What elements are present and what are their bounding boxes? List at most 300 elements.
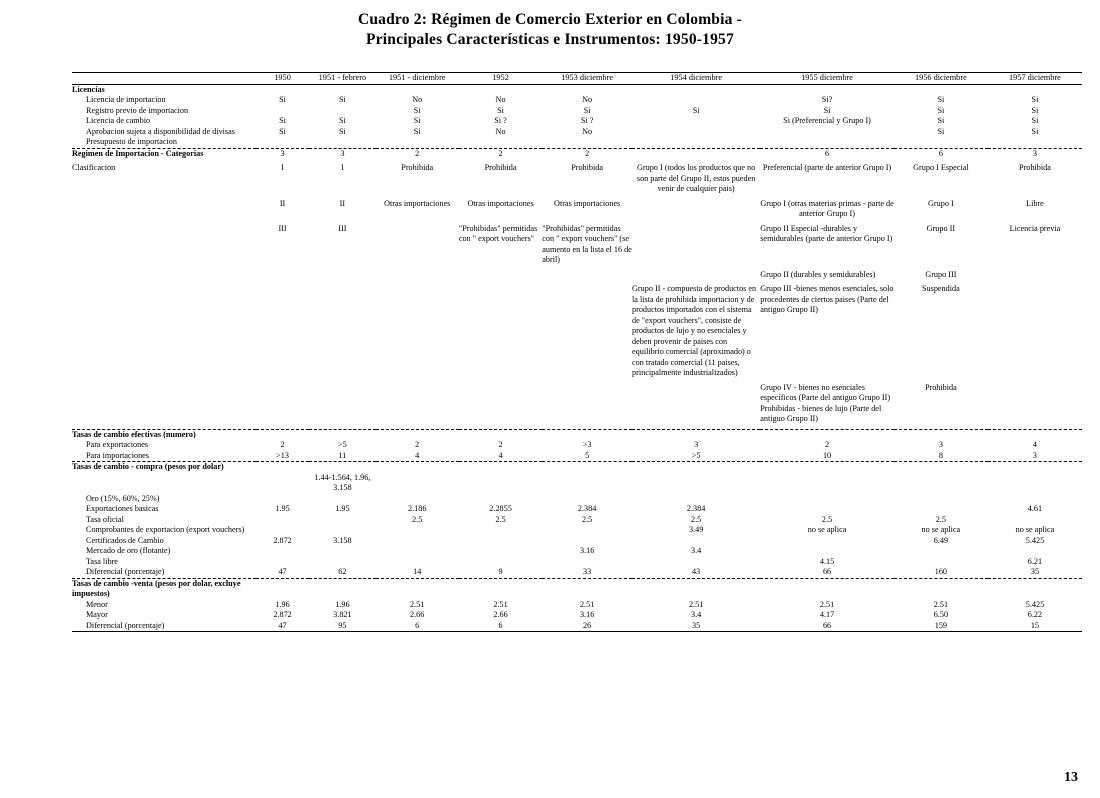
cell: Prohibidas - bienes de lujo (Parte del antiguo Grupo II) (760, 403, 882, 423)
cell: 1.44-1.564, 1.96, 3.158 (314, 472, 371, 492)
cell: no se aplica (807, 525, 847, 534)
section-header-tasas-efectivas (72, 430, 1082, 441)
cell: Otras importaciones (467, 198, 534, 208)
cell (760, 546, 894, 557)
row-label: Para importaciones (86, 450, 149, 460)
cell: 11 (338, 450, 347, 460)
cell: 2.2855 (489, 504, 512, 513)
cell: II (339, 198, 346, 208)
cell: Grupo II Especial -durables y semidurables (parte de anterior Grupo I) (760, 223, 893, 243)
cell (632, 224, 760, 266)
cell: Si (279, 126, 286, 136)
cell: 2.51 (410, 599, 425, 609)
row-label: Mercado de oro (flotante) (86, 546, 171, 555)
col-header-1952: 1952 (492, 73, 509, 82)
cell: Grupo II (durables y semidurables) (760, 269, 876, 279)
cell: 3 (1032, 450, 1037, 460)
cell: 4.61 (1027, 504, 1043, 513)
cell (376, 494, 459, 505)
cell: Si? (821, 95, 833, 104)
cell (309, 515, 375, 526)
cell: Si (1031, 95, 1039, 104)
table-row (72, 536, 1082, 547)
cell: 4 (498, 450, 503, 460)
cell: 47 (278, 567, 287, 576)
cell: Grupo III (925, 269, 957, 279)
col-header-1954: 1954 diciembre (670, 73, 723, 82)
cell: 2.872 (273, 610, 292, 619)
cell (256, 494, 309, 505)
table-row (72, 567, 1082, 578)
cell: 4 (1032, 440, 1037, 449)
cell (542, 494, 632, 505)
section-header-tasas-compra (72, 462, 1082, 473)
cell (988, 270, 1082, 281)
cell (309, 106, 375, 117)
cell (632, 116, 760, 127)
table-row (72, 224, 1082, 266)
row-label (72, 224, 256, 266)
cell: 2.5 (935, 514, 946, 524)
cell: Si (823, 105, 831, 115)
cell: 2.5 (495, 514, 506, 524)
cell (459, 383, 542, 404)
cell (894, 557, 988, 568)
cell (376, 284, 459, 379)
cell (632, 557, 760, 568)
row-label: Registro previo de importacion (86, 105, 189, 115)
page-title (0, 0, 1100, 50)
cell (542, 404, 632, 425)
cell (256, 515, 309, 526)
cell: 2 (825, 440, 830, 449)
cell (894, 494, 988, 505)
cell: 5.425 (1025, 599, 1045, 609)
cell: 2.5 (582, 514, 593, 524)
cell (309, 557, 375, 568)
cell: Grupo II (926, 223, 956, 233)
cell: Si (413, 105, 421, 115)
cell (309, 546, 375, 557)
cell: 3.4 (691, 546, 702, 555)
cell: no se aplica (1015, 525, 1055, 534)
cell: Grupo I (otras materias primas - parte de anterior Grupo I) (760, 198, 894, 218)
cell: 9 (498, 567, 503, 576)
cell: Si (937, 95, 945, 104)
cell (632, 473, 760, 494)
cell: >5 (338, 440, 347, 449)
cell (256, 525, 309, 536)
cell: 26 (583, 620, 592, 630)
cell (894, 404, 988, 425)
cell: 2 (415, 148, 420, 158)
cell: Si (937, 126, 945, 136)
title-line-2: Principales Características e Instrumentos: 1950-1957 (366, 31, 734, 48)
cell (988, 383, 1082, 404)
cell: Prohibida (1019, 163, 1051, 172)
cell (309, 383, 375, 404)
table-row (72, 404, 1082, 425)
cell (376, 525, 459, 536)
cell: Grupo IV - bienes no esenciales específicos (Parte del antiguo Grupo II) (760, 382, 891, 402)
cell: Libre (1026, 198, 1044, 208)
cell: 35 (1030, 567, 1040, 576)
row-label (72, 284, 256, 379)
cell: Otras importaciones (384, 198, 451, 208)
row-label: Oro (15%, 60%, 25%) (86, 493, 160, 503)
table-row (72, 116, 1082, 127)
cell: 1.95 (335, 504, 350, 513)
cell: Si (279, 116, 286, 125)
row-label: Certificados de Cambio (86, 535, 164, 545)
row-label: Tasa oficial (86, 514, 124, 524)
cell (542, 525, 632, 536)
table-row (72, 621, 1082, 632)
row-label: Menor (86, 599, 108, 609)
cell: 3.16 (579, 546, 595, 555)
table-row (72, 451, 1082, 462)
section-header-regimen (72, 149, 1082, 160)
cell (459, 473, 542, 494)
cell: "Prohibidas" permitidas con " export vouchers" (se aumento en la lista el 16 de abril) (542, 223, 632, 264)
section-title: Tasas de cambio efectivas (numero) (72, 429, 196, 439)
row-label: Exportaciones basicas (86, 504, 159, 513)
cell: 66 (822, 567, 832, 576)
row-label: Para exportaciones (86, 440, 149, 449)
cell: 2 (498, 148, 503, 158)
cell: Si (413, 116, 421, 125)
cell (760, 494, 894, 505)
cell: 62 (338, 567, 347, 576)
section-title: Tasas de cambio - compra (pesos por dolar) (72, 462, 224, 471)
cell: Si ? (494, 116, 507, 125)
cell: 2 (585, 148, 590, 158)
cell: 3.49 (688, 525, 704, 534)
table-row (72, 284, 1082, 379)
cell: Si (1031, 105, 1039, 115)
cell: 10 (822, 450, 832, 460)
table-row (72, 600, 1082, 611)
table-row (72, 127, 1082, 138)
cell: 2 (498, 440, 503, 449)
cell (542, 557, 632, 568)
cell (632, 127, 760, 138)
col-header-1955: 1955 diciembre (801, 73, 853, 82)
section-title: Tasas de cambio -venta (pesos por dolar, excluye impuestos) (72, 578, 241, 598)
cell (988, 515, 1082, 526)
cell: 1.96 (275, 599, 290, 609)
cell: Prohibida (484, 163, 517, 172)
page-number: 13 (1064, 770, 1078, 785)
cell: 8 (938, 450, 943, 460)
cell: Preferencial (parte de anterior Grupo I) (762, 163, 892, 172)
cell: Prohibida (571, 163, 604, 172)
row-label: Comprobantes de exportacion (export vouchers) (86, 525, 245, 534)
section-header-tasas-venta (72, 579, 1082, 600)
cell (459, 525, 542, 536)
cell: 6.49 (933, 535, 949, 545)
cell: III (278, 223, 287, 233)
section-header-licencias (72, 85, 1082, 96)
data-table (72, 72, 1082, 632)
cell: 6.22 (1027, 610, 1043, 619)
cell: Si (338, 95, 346, 104)
cell: 2.5 (821, 514, 833, 524)
cell (256, 473, 309, 494)
cell: Prohibida (924, 382, 957, 392)
table-row (72, 163, 1082, 195)
table-row (72, 557, 1082, 568)
cell (632, 199, 760, 220)
col-header-1951-dic: 1951 - diciembre (388, 73, 446, 82)
cell (309, 525, 375, 536)
cell: Si (497, 105, 504, 115)
cell (376, 546, 459, 557)
cell: Si (937, 116, 945, 125)
cell: Grupo I Especial (913, 163, 969, 172)
cell: 3 (694, 440, 699, 449)
cell (376, 536, 459, 547)
cell: 2.51 (493, 599, 508, 609)
cell (894, 546, 988, 557)
cell: Si (583, 105, 591, 115)
cell (894, 473, 988, 494)
cell (309, 270, 375, 281)
cell: 6 (498, 620, 503, 630)
cell: 6 (825, 148, 830, 158)
cell: 2.51 (688, 599, 704, 609)
cell (542, 536, 632, 547)
cell: 33 (583, 567, 592, 576)
cell: 1.95 (275, 504, 290, 513)
cell: 6.50 (933, 610, 949, 619)
cell (376, 270, 459, 281)
cell (459, 546, 542, 557)
cell (988, 546, 1082, 557)
cell (988, 404, 1082, 425)
cell (256, 284, 309, 379)
section-title: Licencias (72, 84, 105, 94)
cell: No (582, 126, 593, 136)
cell (309, 404, 375, 425)
cell: >13 (276, 450, 289, 460)
col-header-1953: 1953 diciembre (561, 73, 614, 82)
cell: 66 (822, 620, 832, 630)
cell (256, 106, 309, 117)
cell (760, 536, 894, 547)
cell: Si (692, 105, 700, 115)
table-row (72, 95, 1082, 106)
cell: 3.4 (691, 610, 702, 619)
cell (459, 270, 542, 281)
cell (376, 383, 459, 404)
cell (542, 473, 632, 494)
cell (632, 149, 760, 160)
col-header-0 (72, 73, 256, 84)
cell: 3 (938, 440, 943, 449)
cell: 2.66 (493, 610, 508, 619)
cell: I (281, 163, 284, 172)
cell (988, 494, 1082, 505)
cell: I (341, 163, 344, 172)
cell: Si (413, 126, 421, 136)
table-row (72, 610, 1082, 621)
cell: 35 (692, 620, 701, 630)
row-label: Licencia de importacion (86, 95, 166, 104)
cell (988, 473, 1082, 494)
cell (632, 270, 760, 281)
row-label: Diferencial (porcentaje) (86, 567, 165, 576)
cell (459, 494, 542, 505)
cell: 2.51 (933, 599, 949, 609)
cell: No (412, 95, 423, 104)
cell: 3 (1032, 148, 1037, 158)
table-row (72, 270, 1082, 281)
row-label (72, 473, 256, 494)
cell: 2 (415, 440, 420, 449)
cell: 4 (415, 450, 420, 460)
cell (542, 270, 632, 281)
cell: 6 (415, 620, 420, 630)
cell (376, 473, 459, 494)
cell: "Prohibidas" permitidas con " export vouchers" (458, 223, 538, 243)
cell (459, 404, 542, 425)
cell (632, 383, 760, 404)
cell: 5.425 (1025, 535, 1045, 545)
cell (632, 404, 760, 425)
cell (760, 504, 894, 515)
cell (459, 557, 542, 568)
cell (632, 494, 760, 505)
cell: Suspendida (921, 284, 960, 293)
cell: 95 (338, 620, 347, 630)
cell: 2.66 (410, 610, 425, 619)
cell (309, 494, 375, 505)
cell: 6.21 (1027, 556, 1043, 566)
cell: 2.384 (686, 504, 706, 513)
cell (256, 383, 309, 404)
cell: 2 (280, 440, 285, 449)
cell: 2.5 (412, 514, 423, 524)
cell (459, 536, 542, 547)
cell: Si (338, 126, 346, 136)
cell: Si ? (580, 116, 594, 125)
cell: 4.15 (819, 556, 835, 566)
cell (894, 504, 988, 515)
cell (256, 557, 309, 568)
cell: 15 (1030, 620, 1040, 630)
cell: Grupo I (928, 198, 954, 208)
row-label (72, 404, 256, 425)
cell: >5 (691, 450, 701, 460)
col-header-1957: 1957 diciembre (1009, 73, 1061, 82)
cell (542, 284, 632, 379)
cell: 5 (585, 450, 590, 460)
cell: 2.384 (577, 504, 597, 513)
cell: No (582, 95, 593, 104)
cell: Licencia previa (1009, 223, 1061, 233)
cell: Grupo III -bienes menos esenciales, solo procedentes de ciertos paises (Parte del antiguo Grupo II) (760, 284, 894, 314)
cell (256, 270, 309, 281)
col-header-1951-feb: 1951 - febrero (318, 73, 367, 82)
cell: 2.5 (691, 514, 702, 524)
table-row (72, 525, 1082, 536)
table-row (72, 440, 1082, 451)
cell (542, 383, 632, 404)
cell: Si (1031, 116, 1039, 125)
row-label: Clasificacion (72, 163, 116, 172)
cell: Prohibida (401, 163, 434, 172)
row-label (72, 383, 256, 404)
cell (760, 127, 894, 138)
cell: 4.17 (819, 610, 835, 619)
table-row (72, 494, 1082, 505)
row-label: Presupuesto de importacion (86, 137, 177, 146)
row-label: Aprobacion sujeta a disponibilidad de divisas (86, 126, 235, 136)
cell: No (495, 95, 506, 104)
cell: II (279, 198, 286, 208)
row-label (72, 199, 256, 220)
cell: 3.821 (333, 610, 352, 619)
cell (309, 284, 375, 379)
cell (256, 404, 309, 425)
cell: 2.872 (273, 535, 292, 545)
cell: 1.96 (335, 599, 350, 609)
cell (760, 473, 894, 494)
cell: 6 (938, 148, 943, 158)
cell: >3 (582, 440, 592, 449)
row-label: Licencia de cambio (86, 116, 151, 125)
cell: III (338, 223, 347, 233)
row-label (72, 270, 256, 281)
section-title: Regimen de Importacion - Categorias (72, 148, 204, 158)
table-row (72, 546, 1082, 557)
cell: No (495, 126, 506, 136)
cell (632, 536, 760, 547)
table-row (72, 383, 1082, 404)
table-row (72, 199, 1082, 220)
cell (459, 284, 542, 379)
row-label: Mayor (86, 610, 108, 619)
col-header-1950: 1950 (274, 73, 291, 82)
cell: 43 (692, 567, 701, 576)
cell: 3.158 (333, 535, 352, 545)
cell: 2.51 (819, 599, 835, 609)
cell: 3.16 (579, 610, 595, 619)
col-header-1956: 1956 diciembre (914, 73, 967, 82)
cell: Grupo I (todos los productos que no son parte del Grupo II, estos pueden venir de cualquier pais) (636, 163, 756, 193)
cell: Si (1031, 126, 1039, 136)
table-row (72, 504, 1082, 515)
cell (632, 95, 760, 106)
cell: no se aplica (921, 525, 961, 534)
cell (256, 546, 309, 557)
table-row (72, 137, 1082, 148)
cell (988, 284, 1082, 379)
cell: 2.186 (407, 504, 427, 513)
cell: Grupo II - compuesta de productos en la lista de prohibida importacion y de productos importados con el sistema de "export vouchers", consiste de productos de lujo y no esenciales y deben provenir de paises con equilibrio comercial (aproximado) o con tratado comercial (11 paises, principalmente industrializados) (632, 284, 757, 377)
cell: 2.51 (579, 599, 595, 609)
cell: 47 (278, 620, 287, 630)
cell: Si (279, 95, 286, 104)
row-label: Tasa libre (86, 556, 118, 566)
cell: Si (Preferencial y Grupo I) (783, 116, 871, 125)
cell (376, 557, 459, 568)
cell (376, 404, 459, 425)
cell: 160 (934, 567, 947, 576)
title-line-1: Cuadro 2: Régimen de Comercio Exterior en Colombia - (357, 11, 743, 28)
table-header-row (72, 73, 1082, 84)
